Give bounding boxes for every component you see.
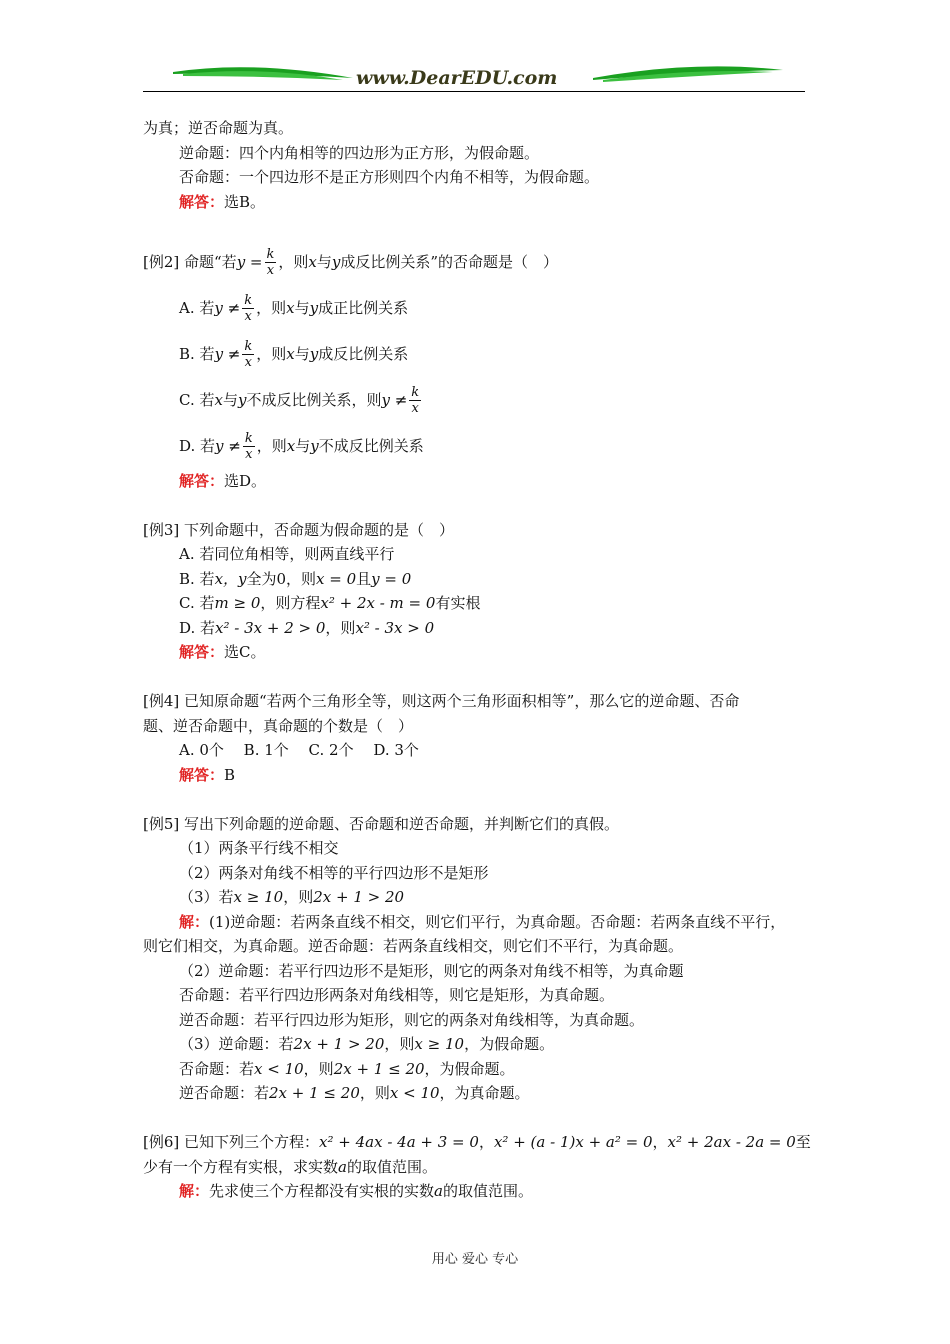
denominator: x xyxy=(266,263,275,278)
math: x xyxy=(214,390,223,409)
math: x xyxy=(286,298,295,317)
solution-line xyxy=(143,1057,813,1082)
answer-line xyxy=(143,763,813,788)
text: ，则 xyxy=(256,436,287,455)
math: x ≥ 10 xyxy=(414,1035,465,1053)
solution-line xyxy=(143,1032,813,1057)
fraction xyxy=(409,385,421,416)
text-line: 为真；逆否命题为真。 xyxy=(143,119,294,137)
math: x xyxy=(286,344,295,363)
math: y xyxy=(309,344,319,363)
solution-line: 则它们相交，为真命题。逆否命题：若两条直线相交，则它们不平行，为真命题。 xyxy=(143,937,684,955)
text: ，则 xyxy=(283,888,314,906)
text: ，则 xyxy=(359,1084,390,1102)
text: 的取值范围。 xyxy=(442,1182,533,1200)
solution-line: （2）逆命题：若平行四边形不是矩形，则它的两条对角线不相等，为真命题 xyxy=(179,961,684,980)
text: ，则 xyxy=(256,298,287,317)
text: 否命题：若 xyxy=(179,1059,255,1078)
text: ，则 xyxy=(278,252,309,271)
denominator: x xyxy=(411,401,419,416)
denominator: x xyxy=(244,309,252,324)
option-b xyxy=(143,331,813,377)
solution-line xyxy=(143,1179,813,1204)
text: 有实根 xyxy=(435,594,481,612)
math: x² + 4ax - 4a + 3 = 0 xyxy=(319,1133,479,1151)
option-a xyxy=(143,285,813,331)
example-4-question: [例4] 已知原命题“若两个三角形全等，则这两个三角形面积相等”，那么它的逆命题、否命 xyxy=(143,692,740,710)
math: m ≥ 0 xyxy=(214,594,261,612)
math: y = xyxy=(236,252,263,271)
option-c xyxy=(143,591,813,616)
text: B. 若 xyxy=(179,344,215,363)
item-1: （1）两条平行线不相交 xyxy=(179,839,339,857)
example-4-options: A. 0个 B. 1个 C. 2个 D. 3个 xyxy=(179,741,419,759)
item-3 xyxy=(143,885,813,910)
example-2-question xyxy=(143,239,813,285)
text: 不成反比例关系，则 xyxy=(246,390,382,409)
math: 2x + 1 > 20 xyxy=(313,888,405,906)
solution-label: 解： xyxy=(179,1182,210,1200)
math: y xyxy=(310,436,319,455)
text-line: 否命题：一个四边形不是正方形则四个内角不相等，为假命题。 xyxy=(179,168,600,186)
text: (1)逆命题：若两条直线不相交，则它们平行，为真命题。否命题：若两条直线不平行， xyxy=(209,912,786,931)
text: ， xyxy=(652,1133,668,1151)
answer-text: 选B。 xyxy=(224,192,266,211)
math: y xyxy=(331,252,341,271)
text: A. 若 xyxy=(179,298,215,317)
fraction xyxy=(242,293,254,324)
option-d xyxy=(143,423,813,469)
solution-line: 逆否命题：若平行四边形为矩形，则它的两条对角线相等，为真命题。 xyxy=(179,1010,645,1029)
numerator: k xyxy=(244,431,253,446)
text: （3）若 xyxy=(179,888,234,906)
text: 成反比例关系 xyxy=(318,344,409,363)
denominator: x xyxy=(244,355,252,370)
text: C. 若 xyxy=(179,594,215,612)
example-6-question-cont xyxy=(143,1155,813,1180)
math: y xyxy=(309,298,319,317)
text: B. 若 xyxy=(179,569,215,588)
math: y ≠ xyxy=(381,390,408,409)
option-a: A. 若同位角相等，则两直线平行 xyxy=(179,545,395,563)
text: ，则 xyxy=(325,618,356,637)
math: 2x + 1 ≤ 20 xyxy=(333,1059,425,1078)
text: ，则 xyxy=(384,1035,415,1053)
math: y ≠ xyxy=(215,436,241,455)
solution-line xyxy=(143,910,813,935)
math: x = 0 xyxy=(316,569,357,588)
example-5-question: [例5] 写出下列命题的逆命题、否命题和逆否命题，并判断它们的真假。 xyxy=(143,814,620,833)
answer-text: 选C。 xyxy=(224,643,266,661)
math: x² + 2x - m = 0 xyxy=(320,594,436,612)
answer-text: 选D。 xyxy=(224,471,267,490)
fraction xyxy=(265,247,277,278)
answer-line xyxy=(143,640,813,665)
answer-text: B xyxy=(224,765,236,784)
text: ，为假命题。 xyxy=(464,1035,555,1053)
answer-label: 解答： xyxy=(179,765,225,784)
text: [例2] 命题“若 xyxy=(143,252,237,271)
text: ，则 xyxy=(256,344,287,363)
math: 2x + 1 ≤ 20 xyxy=(269,1084,360,1102)
math: x² + 2ax - 2a = 0 xyxy=(667,1133,796,1151)
text: C. 若 xyxy=(179,390,215,409)
fraction xyxy=(242,339,254,370)
text: 与 xyxy=(316,252,332,271)
text: 的取值范围。 xyxy=(346,1157,437,1176)
solution-label: 解： xyxy=(179,912,210,931)
text: 与 xyxy=(294,344,310,363)
header-rule xyxy=(143,91,805,92)
numerator: k xyxy=(244,339,253,354)
text: ，为真命题。 xyxy=(439,1084,530,1102)
text: 与 xyxy=(222,390,238,409)
text: D. 若 xyxy=(179,618,216,637)
math: y ≠ xyxy=(214,298,241,317)
option-b xyxy=(143,567,813,592)
numerator: k xyxy=(266,247,275,262)
text: 且 xyxy=(356,569,372,588)
text: 先求使三个方程都没有实根的实数 xyxy=(209,1182,435,1200)
text: ，则 xyxy=(303,1059,334,1078)
page-footer: 用心 爱心 专心 xyxy=(431,1252,519,1267)
answer-label: 解答： xyxy=(179,192,225,211)
page-header xyxy=(143,62,805,92)
answer-line xyxy=(143,469,813,494)
math: x < 10 xyxy=(389,1084,440,1102)
math: x² + (a - 1)x + a² = 0 xyxy=(493,1133,653,1151)
math: a xyxy=(434,1182,443,1200)
answer-label: 解答： xyxy=(179,643,225,661)
text: 不成反比例关系 xyxy=(318,436,424,455)
example-4-question-cont: 题、逆否命题中，真命题的个数是（ ） xyxy=(143,716,414,735)
text: 与 xyxy=(295,436,311,455)
math: a xyxy=(338,1157,347,1176)
math: x ≥ 10 xyxy=(233,888,284,906)
math: y ≠ xyxy=(214,344,241,363)
denominator: x xyxy=(245,447,253,462)
option-c xyxy=(143,377,813,423)
text: 与 xyxy=(294,298,310,317)
math: x xyxy=(308,252,317,271)
math: 2x + 1 > 20 xyxy=(293,1035,385,1053)
numerator: k xyxy=(244,293,253,308)
math: x < 10 xyxy=(254,1059,304,1078)
text: 成正比例关系 xyxy=(318,298,409,317)
text: 全为0，则 xyxy=(246,569,317,588)
numerator: k xyxy=(411,385,420,400)
text: ，则方程 xyxy=(260,594,321,612)
solution-line: 否命题：若平行四边形两条对角线相等，则它是矩形，为真命题。 xyxy=(179,986,615,1004)
math: x xyxy=(286,436,296,455)
math: x² - 3x + 2 > 0 xyxy=(215,618,326,637)
math: x，y xyxy=(214,569,247,588)
example-6-question xyxy=(143,1130,813,1155)
answer-label: 解答： xyxy=(179,471,225,490)
answer-line xyxy=(143,190,813,215)
example-3-question: [例3] 下列命题中，否命题为假命题的是（ ） xyxy=(143,520,455,539)
text: （3）逆命题：若 xyxy=(179,1035,294,1053)
text: 逆否命题：若 xyxy=(179,1084,270,1102)
solution-line xyxy=(143,1081,813,1106)
site-url-logo: www.DearEDU.com xyxy=(356,67,558,89)
text-line: 逆命题：四个内角相等的四边形为正方形，为假命题。 xyxy=(179,143,540,162)
text: D. 若 xyxy=(179,436,216,455)
text: 至 xyxy=(795,1133,811,1151)
item-2: （2）两条对角线不相等的平行四边形不是矩形 xyxy=(179,863,489,882)
text: 少有一个方程有实根，求实数 xyxy=(143,1157,339,1176)
math: y xyxy=(237,390,247,409)
text: ，为假命题。 xyxy=(424,1059,515,1078)
text: [例6] 已知下列三个方程： xyxy=(143,1133,320,1151)
text: ， xyxy=(478,1133,494,1151)
fraction xyxy=(243,431,255,462)
text: 成反比例关系”的否命题是（ ） xyxy=(340,252,559,271)
math: x² - 3x > 0 xyxy=(355,618,435,637)
option-d xyxy=(143,616,813,641)
math: y = 0 xyxy=(371,569,412,588)
document-body xyxy=(143,116,813,1204)
